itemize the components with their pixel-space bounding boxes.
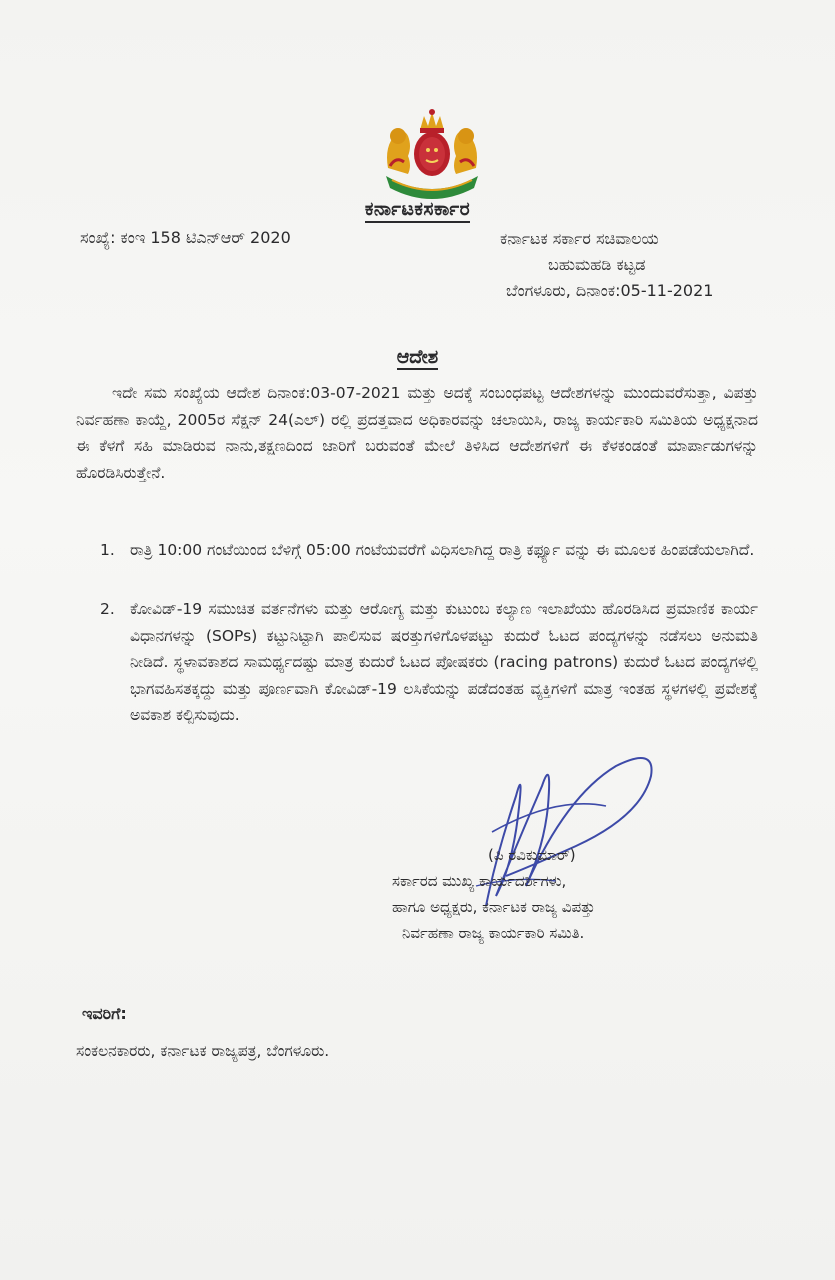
order-item-text: ರಾತ್ರಿ 10:00 ಗಂಟೆಯಿಂದ ಬೆಳಿಗ್ಗೆ 05:00 ಗಂಟೆಯವರೆಗೆ ವಿಧಿಸಲಾಗಿದ್ದ ರಾತ್ರಿ ಕರ್ಫ್ಯೂ ವನ್ನು ಈ ಮೂಲಕ ಹಿಂಪಡೆಯಲಾಗಿದೆ. <box>130 541 755 559</box>
signatory-designation: ಸರ್ಕಾರದ ಮುಖ್ಯ ಕಾರ್ಯದರ್ಶಿಗಳು, <box>392 872 567 890</box>
order-item-text: ಕೋವಿಡ್-19 ಸಮುಚಿತ ವರ್ತನೆಗಳು ಮತ್ತು ಆರೋಗ್ಯ ಮತ್ತು ಕುಟುಂಬ ಕಲ್ಯಾಣ ಇಲಾಖೆಯು ಹೊರಡಿಸಿದ ಪ್ರಮಾಣಿಕ ಕಾರ್ಯ ವಿಧಾನಗಳನ್ನು (SOPs) ಕಟ್ಟುನಿಟ್ಟಾಗಿ ಪಾಲಿಸುವ ಷರತ್ತುಗಳಿಗೊಳಪಟ್ಟು ಕುದುರೆ ಓಟದ ಪಂದ್ಯಗಳನ್ನು ನಡೆಸಲು ಅನುಮತಿ ನೀಡಿದೆ. ಸ್ಥಳಾವಕಾಶದ ಸಾಮರ್ಥ್ಯದಷ್ಟು ಮಾತ್ರ ಕುದುರೆ ಓಟದ ಪೋಷಕರು (racing patrons) ಕುದುರೆ ಓಟದ ಪಂದ್ಯಗಳಲ್ಲಿ ಭಾಗವಹಿಸತಕ್ಕದ್ದು ಮತ್ತು ಪೂರ್ಣವಾಗಿ ಕೋವಿಡ್-19 ಲಸಿಕೆಯನ್ನು ಪಡೆದಂತಹ ವ್ಯಕ್ತಿಗಳಿಗೆ ಮಾತ್ರ ಇಂತಹ ಸ್ಥಳಗಳಲ್ಲಿ ಪ್ರವೇಶಕ್ಕೆ ಅವಕಾಶ ಕಲ್ಪಿಸುವುದು. <box>130 600 758 724</box>
signatory-name: (ಪಿ ರವಿಕುಮಾರ್) <box>488 846 576 864</box>
order-intro-paragraph: ಇದೇ ಸಮ ಸಂಖ್ಯೆಯ ಆದೇಶ ದಿನಾಂಕ:03-07-2021 ಮತ್ತು ಅದಕ್ಕೆ ಸಂಬಂಧಪಟ್ಟ ಆದೇಶಗಳನ್ನು ಮುಂದುವರೆಸುತ್ತಾ, ವಿಪತ್ತು ನಿರ್ವಹಣಾ ಕಾಯ್ದೆ, 2005ರ ಸೆಕ್ಷನ್ 24(ಎಲ್) ರಲ್ಲಿ ಪ್ರದತ್ತವಾದ ಅಧಿಕಾರವನ್ನು ಚಲಾಯಿಸಿ, ರಾಜ್ಯ ಕಾರ್ಯಕಾರಿ ಸಮಿತಿಯ ಅಧ್ಯಕ್ಷನಾದ ಈ ಕೆಳಗೆ ಸಹಿ ಮಾಡಿರುವ ನಾನು,ತಕ್ಷಣದಿಂದ ಜಾರಿಗೆ ಬರುವಂತೆ ಮೇಲೆ ತಿಳಿಸಿದ ಆದೇಶಗಳಿಗೆ ಈ ಕೆಳಕಂಡಂತೆ ಮಾರ್ಪಾಡುಗಳನ್ನು ಹೊರಡಿಸಿರುತ್ತೇನೆ. <box>76 384 758 482</box>
government-title <box>0 198 835 220</box>
recipients-label: ಇವರಿಗೆ: <box>82 1004 127 1023</box>
address-date-line: ಬೆಂಗಳೂರು, ದಿನಾಂಕ:05-11-2021 <box>506 281 714 300</box>
order-heading-text: ಆದೇಶ <box>396 346 439 368</box>
signatory-designation: ನಿರ್ವಹಣಾ ರಾಜ್ಯ ಕಾರ್ಯಕಾರಿ ಸಮಿತಿ. <box>402 924 585 942</box>
order-item-number: 1. <box>100 541 115 559</box>
address-line-1: ಕರ್ನಾಟಕ ಸರ್ಕಾರ ಸಚಿವಾಲಯ <box>500 229 659 248</box>
recipients-value: ಸಂಕಲನಕಾರರು, ಕರ್ನಾಟಕ ರಾಜ್ಯಪತ್ರ, ಬೆಂಗಳೂರು. <box>76 1042 330 1060</box>
order-heading <box>0 346 835 368</box>
office-address <box>500 226 713 304</box>
karnataka-emblem-icon <box>378 106 486 202</box>
government-title-text: ಕರ್ನಾಟಕಸರ್ಕಾರ <box>365 198 470 223</box>
order-number: ಸಂಖ್ಯೆ: ಕಂಇ 158 ಟಿಎನ್ಆರ್ 2020 <box>80 228 291 247</box>
address-line-2: ಬಹುಮಹಡಿ ಕಟ್ಟಡ <box>548 255 646 274</box>
order-item-number: 2. <box>100 600 115 618</box>
order-item <box>100 596 758 729</box>
signatory-block <box>392 842 595 946</box>
order-item <box>100 537 758 564</box>
signatory-designation: ಹಾಗೂ ಅಧ್ಯಕ್ಷರು, ಕರ್ನಾಟಕ ರಾಜ್ಯ ವಿಪತ್ತು <box>392 898 596 916</box>
